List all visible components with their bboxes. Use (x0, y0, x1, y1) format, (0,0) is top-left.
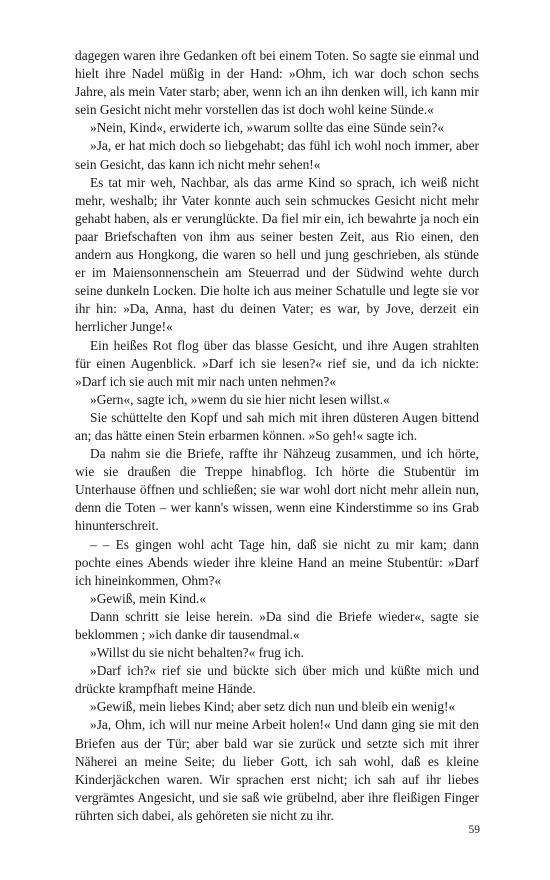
book-page-text (75, 47, 479, 825)
paragraph: Dann schritt sie leise herein. »Da sind die Briefe wieder«, sagte sie beklommen ; »ich danke dir tausendmal.« (75, 608, 479, 642)
paragraph: »Nein, Kind«, erwiderte ich, »warum sollte das eine Sünde sein?« (90, 120, 445, 136)
paragraph: »Ja, Ohm, ich will nur meine Arbeit holen!« Und dann ging sie mit den Briefen aus der Tür; aber bald war sie zurück und setzte sich mit ihrer Näherei an meine Seite; du lieber Gott, ich sah wohl, daß es kleine Kinderjäckchen waren. Wir sprachen erst nicht; ich sah auf ihr liebes vergrämtes Angesicht, und sie saß wie grübelnd, aber ihre fleißigen Finger rührten sich dabei, als gehöreten sie nicht zu ihr. (75, 717, 479, 823)
paragraph: Sie schüttelte den Kopf und sah mich mit ihren düsteren Augen bittend an; das hätte einen Stein erbarmen können. »So geh!« sagte ich. (75, 409, 479, 443)
page-number: 59 (468, 824, 480, 836)
paragraph: Es tat mir weh, Nachbar, als das arme Kind so sprach, ich weiß nicht mehr, weshalb; ihr Vater konnte auch sein schmuckes Gesicht nicht mehr gehabt haben, als er verunglückte. Da fiel mir ein, ich bewahrte ja noch ein paar Briefschaften von ihm aus seiner besten Zeit, aus Rio einen, den andern aus Hongkong, die waren so hell und jung geschrieben, als stünde er im Maiensonnenschein am Steuerrad und der Südwind wehte durch seine dunkeln Locken. Die holte ich aus meiner Schatulle und legte sie vor ihr hin: »Da, Anna, hast du deinen Vater; es war, by Jove, derzeit ein herrlicher Junge!« (75, 174, 479, 335)
paragraph: »Willst du sie nicht behalten?« frug ich. (90, 645, 305, 661)
paragraph: »Gern«, sagte ich, »wenn du sie hier nicht lesen willst.« (90, 391, 390, 407)
paragraph: »Gewiß, mein Kind.« (90, 590, 207, 606)
paragraph: »Gewiß, mein liebes Kind; aber setz dich nun und bleib ein wenig!« (90, 699, 456, 715)
paragraph: »Darf ich?« rief sie und bückte sich über mich und küßte mich und drückte krampfhaft meine Hände. (75, 663, 479, 697)
paragraph: Ein heißes Rot flog über das blasse Gesicht, und ihre Augen strahlten für einen Augenblick. »Darf ich sie lesen?« rief sie, und da ich nickte: »Darf ich sie auch mit mir nach unten nehmen?« (75, 337, 479, 389)
paragraph: dagegen waren ihre Gedanken oft bei einem Toten. So sagte sie einmal und hielt ihre Nadel müßig in der Hand: »Ohm, ich war doch schon sechs Jahre, als mein Vater starb; aber, wenn ich an ihn denken will, ich kann mir sein Gesicht nicht mehr vorstellen das ist doch wohl keine Sünde.« (75, 48, 479, 118)
paragraph: – – Es gingen wohl acht Tage hin, daß sie nicht zu mir kam; dann pochte eines Abends wieder ihre kleine Hand an meine Stubentür: »Darf ich hineinkommen, Ohm?« (75, 536, 479, 588)
paragraph: »Ja, er hat mich doch so liebgehabt; das fühl ich wohl noch immer, aber sein Gesicht, das kann ich nicht mehr sehen!« (75, 138, 479, 172)
paragraph: Da nahm sie die Briefe, raffte ihr Nähzeug zusammen, und ich hörte, wie sie draußen die Treppe hinabflog. Ich hörte die Stubentür im Unterhause öffnen und schließen; sie war wohl dort nicht mehr allein nun, denn die Toten – wer kann's wissen, wenn eine Kinderstimme so ins Grab hinunterschreit. (75, 446, 479, 534)
